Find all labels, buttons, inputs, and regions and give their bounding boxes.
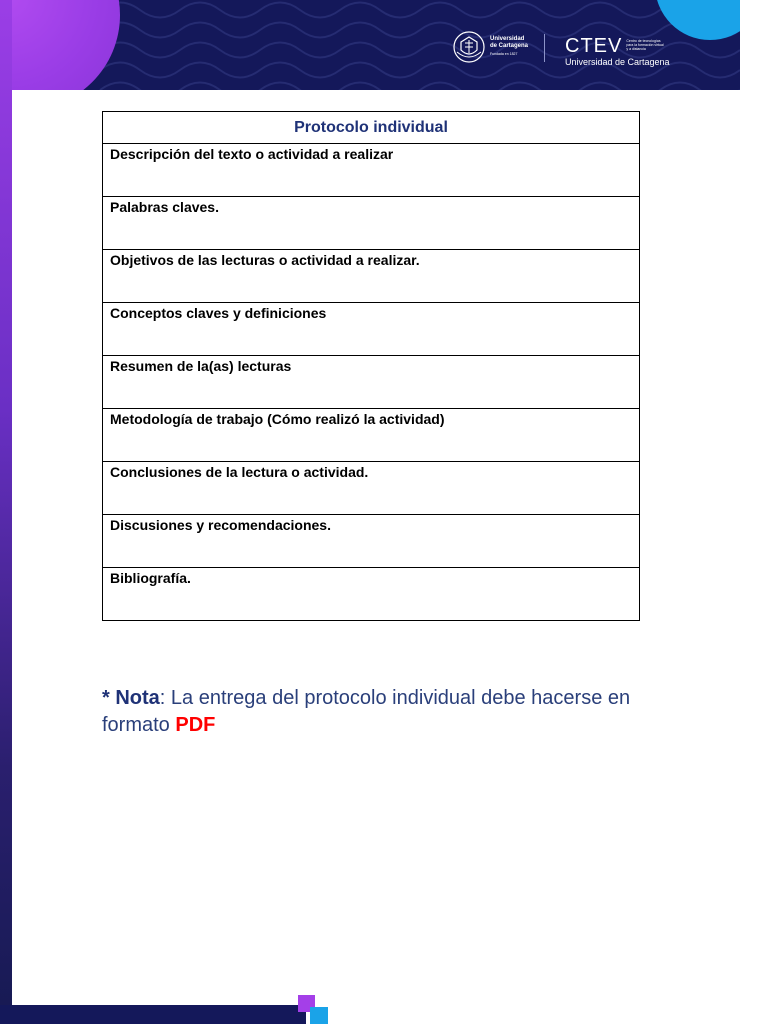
table-row <box>103 568 640 621</box>
protocol-row-label: Metodología de trabajo (Cómo realizó la actividad) <box>103 409 640 462</box>
table-row <box>103 197 640 250</box>
table-row <box>103 515 640 568</box>
udc-logo-line2: de Cartagena <box>490 42 529 49</box>
footer-bar <box>0 1005 306 1024</box>
udc-logo-line1: Universidad <box>490 36 525 43</box>
protocol-row-label: Palabras claves. <box>103 197 640 250</box>
protocol-title-row <box>103 112 640 144</box>
table-row <box>103 250 640 303</box>
protocol-row-label: Conceptos claves y definiciones <box>103 303 640 356</box>
ctev-logo-word: CTEV <box>565 35 623 57</box>
ctev-logo-subtitle: Universidad de Cartagena <box>565 57 670 67</box>
table-row <box>103 462 640 515</box>
left-accent-bar <box>0 0 12 1024</box>
protocol-row-label: Resumen de la(as) lecturas <box>103 356 640 409</box>
protocol-row-label: Descripción del texto o actividad a realizar <box>103 144 640 197</box>
university-crest-icon <box>452 30 486 64</box>
protocol-table <box>102 111 640 621</box>
page-header <box>0 0 740 90</box>
note-label: * Nota <box>102 687 160 709</box>
submission-note <box>102 685 662 739</box>
protocol-row-label: Objetivos de las lecturas o actividad a realizar. <box>103 250 640 303</box>
table-row <box>103 409 640 462</box>
universidad-de-cartagena-logo <box>452 30 528 64</box>
footer-cyan-square <box>310 1007 328 1024</box>
logo-divider <box>544 34 545 62</box>
ctev-logo <box>565 36 670 67</box>
ctev-logo-description: Centro de tecnologías para la formación virtual y a distancia <box>626 39 664 51</box>
table-row <box>103 144 640 197</box>
udc-logo-line3: Fundada en 1827 <box>490 52 518 57</box>
udc-logo-text <box>490 36 528 58</box>
protocol-row-label: Bibliografía. <box>103 568 640 621</box>
note-pdf-highlight: PDF <box>175 714 216 736</box>
protocol-row-label: Discusiones y recomendaciones. <box>103 515 640 568</box>
protocol-row-label: Conclusiones de la lectura o actividad. <box>103 462 640 515</box>
table-row <box>103 303 640 356</box>
table-row <box>103 356 640 409</box>
note-text: : La entrega del protocolo individual debe hacerse en formato <box>102 687 631 736</box>
protocol-title: Protocolo individual <box>103 112 640 144</box>
